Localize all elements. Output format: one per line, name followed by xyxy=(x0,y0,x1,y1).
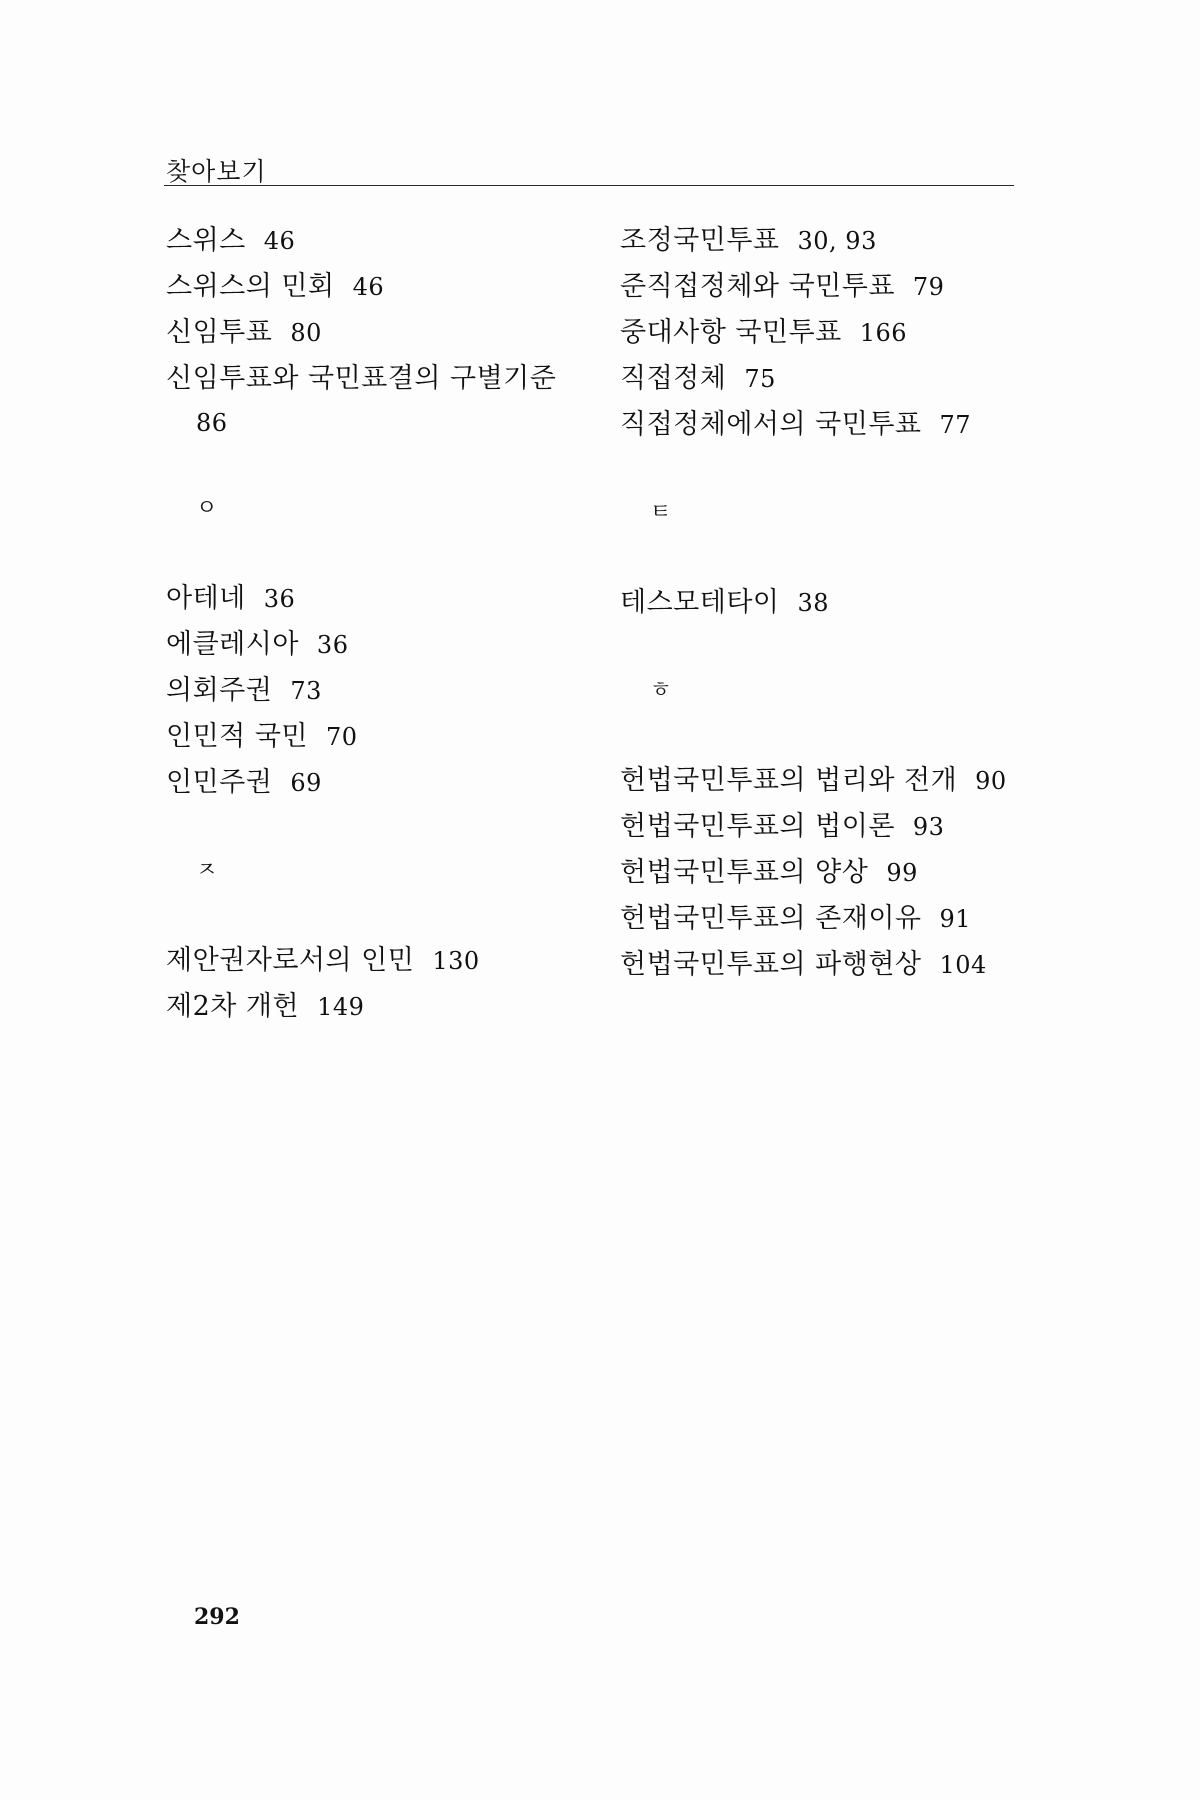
index-entry xyxy=(620,356,1040,402)
index-term: 의회주권 xyxy=(166,675,273,706)
index-term: 스위스 xyxy=(166,225,246,256)
index-term: 아테네 xyxy=(166,583,246,614)
index-term: 신임투표와 국민표결의 구별기준 xyxy=(166,363,557,394)
section-letter-o: ㅇ xyxy=(196,496,218,521)
index-pages: 30, 93 xyxy=(797,227,877,255)
header-rule xyxy=(164,185,1014,186)
index-term: 헌법국민투표의 파행현상 xyxy=(620,949,922,980)
index-entry xyxy=(166,938,586,984)
index-entry xyxy=(166,218,586,264)
index-term: 에클레시아 xyxy=(166,629,299,660)
index-entry xyxy=(166,668,586,714)
index-term: 제2차 개헌 xyxy=(166,991,300,1022)
index-pages: 38 xyxy=(797,589,830,617)
index-entry xyxy=(620,942,1040,988)
index-term: 중대사항 국민투표 xyxy=(620,317,842,348)
index-term: 테스모테타이 xyxy=(620,587,780,618)
index-pages: 99 xyxy=(886,859,918,887)
index-entry xyxy=(166,714,586,760)
index-pages: 73 xyxy=(290,677,322,705)
index-term: 인민적 국민 xyxy=(166,721,308,752)
index-pages: 86 xyxy=(196,409,228,437)
index-term: 헌법국민투표의 법리와 전개 xyxy=(620,765,958,796)
index-pages: 93 xyxy=(912,813,945,841)
index-term: 인민주권 xyxy=(166,767,273,798)
index-entry xyxy=(620,580,1040,626)
index-pages: 80 xyxy=(290,319,322,347)
index-pages: 36 xyxy=(263,585,296,613)
index-entry xyxy=(620,758,1040,804)
section-letter-h: ㅎ xyxy=(650,678,672,703)
section-letter-t: ㅌ xyxy=(650,500,672,525)
index-pages: 46 xyxy=(352,273,385,301)
index-entry xyxy=(166,310,586,356)
index-pages: 69 xyxy=(290,769,322,797)
index-entry xyxy=(166,984,586,1030)
index-term: 제안권자로서의 인민 xyxy=(166,945,415,976)
index-pages: 79 xyxy=(912,273,945,301)
index-column-left xyxy=(166,218,586,1030)
index-entry xyxy=(166,760,586,806)
index-entry xyxy=(166,264,586,310)
index-entry xyxy=(166,356,586,444)
index-entry xyxy=(166,622,586,668)
index-entry xyxy=(620,310,1040,356)
page-number: 292 xyxy=(194,1604,240,1630)
index-pages: 90 xyxy=(975,767,1007,795)
index-term: 신임투표 xyxy=(166,317,273,348)
index-entry xyxy=(620,218,1040,264)
section-letter-j: ㅈ xyxy=(196,858,218,883)
index-term: 스위스의 민회 xyxy=(166,271,335,302)
index-pages: 75 xyxy=(744,365,776,393)
running-head-title: 찾아보기 xyxy=(166,157,267,186)
index-entry xyxy=(620,804,1040,850)
index-pages: 77 xyxy=(939,411,972,439)
index-term: 조정국민투표 xyxy=(620,225,780,256)
index-term: 직접정체 xyxy=(620,363,727,394)
index-entry xyxy=(620,402,1040,448)
index-term: 준직접정체와 국민투표 xyxy=(620,271,895,302)
index-entry xyxy=(620,264,1040,310)
index-term: 직접정체에서의 국민투표 xyxy=(620,409,922,440)
index-term: 헌법국민투표의 양상 xyxy=(620,857,869,888)
index-pages: 104 xyxy=(939,951,987,979)
index-pages: 130 xyxy=(432,947,480,975)
index-pages: 70 xyxy=(326,723,358,751)
index-entry xyxy=(166,576,586,622)
index-pages: 166 xyxy=(859,319,908,347)
index-pages: 91 xyxy=(939,905,972,933)
index-entry xyxy=(620,896,1040,942)
index-term: 헌법국민투표의 법이론 xyxy=(620,811,895,842)
index-pages: 149 xyxy=(317,993,365,1021)
index-pages: 46 xyxy=(263,227,296,255)
index-pages: 36 xyxy=(316,631,349,659)
index-term: 헌법국민투표의 존재이유 xyxy=(620,903,922,934)
index-column-right xyxy=(620,218,1040,988)
index-entry xyxy=(620,850,1040,896)
